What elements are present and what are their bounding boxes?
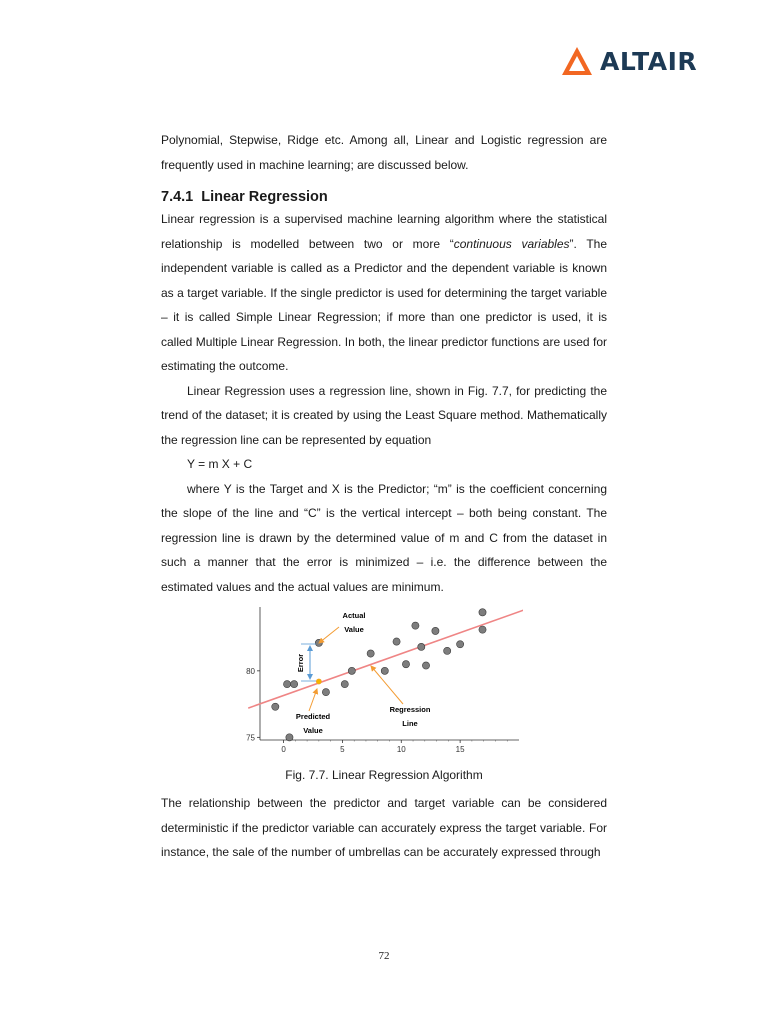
chart-ticks: [246, 667, 507, 754]
predicted-value-point: [316, 679, 321, 684]
data-point: [381, 667, 388, 674]
altair-mark-icon: [560, 44, 594, 78]
predicted-label-1: Predicted: [295, 712, 331, 721]
regression-label-2: Line: [402, 719, 418, 728]
p1-italic: continuous variables: [453, 236, 570, 251]
data-point: [341, 681, 348, 688]
section-title: Linear Regression: [201, 189, 328, 205]
equation: Y = m X + C: [187, 457, 253, 471]
data-point: [367, 650, 374, 657]
data-point: [422, 662, 429, 669]
figure-caption: Fig. 7.7. Linear Regression Algorithm: [285, 768, 483, 782]
altair-logo: [560, 44, 697, 78]
x-tick-label: 5: [340, 745, 345, 754]
data-point: [291, 681, 298, 688]
y-tick-label: 75: [246, 733, 255, 743]
paragraph-regression-line: Linear Regression uses a regression line, shown in Fig. 7.7, for predicting the trend of the dataset; it is created by using the Least Square method. Mathematically the regression line can be represented by equation: [161, 383, 607, 447]
p1-after: ”. The independent variable is called as a Predictor and the dependent variable is known as a target variable. If the single predictor is used for determining the target variable – it is called Simple Linear Regression; if more than one predictor is used, it is called Multiple Linear Regression. In both, the linear predictor functions are used for estimating the outcome.: [161, 236, 608, 373]
paragraph-definition: [161, 207, 607, 379]
predicted-label-2: Value: [303, 726, 323, 735]
page-number: 72: [378, 950, 390, 962]
data-point: [393, 638, 400, 645]
body-text-after: [161, 791, 607, 865]
chart-annotations: [296, 611, 431, 735]
data-point: [283, 681, 290, 688]
regression-line: [248, 610, 523, 708]
data-point: [272, 703, 279, 710]
data-point: [457, 641, 464, 648]
data-point: [322, 689, 329, 696]
data-point: [315, 639, 322, 646]
data-point: [402, 661, 409, 668]
data-point: [444, 647, 451, 654]
data-point: [348, 667, 355, 674]
data-point: [479, 609, 486, 616]
x-tick-label: 15: [455, 745, 465, 754]
data-point: [418, 643, 425, 650]
logo-text: ALTAIR: [600, 46, 698, 76]
error-label: Error: [296, 653, 305, 673]
predicted-arrow: [309, 689, 317, 711]
y-tick-label: 80: [246, 666, 255, 676]
data-point: [412, 622, 419, 629]
data-point: [432, 627, 439, 634]
regression-chart: [243, 603, 523, 760]
body-text: [161, 207, 607, 599]
x-tick-label: 0: [281, 745, 286, 754]
data-point: [479, 626, 486, 633]
x-tick-label: 10: [396, 745, 406, 754]
p1-before: Linear regression is a supervised machine learning algorithm where the statistical relationship is modelled between two or more “: [161, 212, 607, 251]
regression-label-1: Regression: [389, 705, 431, 714]
section-number: 7.4.1: [161, 189, 194, 205]
actual-label-2: Value: [344, 625, 364, 634]
paragraph-explanation: where Y is the Target and X is the Predictor; “m” is the coefficient concerning the slope of the line and “C” is the vertical intercept – both being constant. The regression line is drawn by the determined value of m and C from the dataset in such a manner that the error is minimized – i.e. the difference between the estimated values and the actual values are minimum.: [161, 481, 607, 594]
section-heading: [161, 189, 328, 205]
data-point: [286, 734, 293, 741]
actual-arrow: [319, 627, 339, 643]
actual-label-1: Actual: [342, 611, 366, 620]
paragraph-deterministic: The relationship between the predictor and target variable can be considered deterministic if the predictor variable can accurately express the target variable. For instance, the sale of the number of umbrellas can be accurately expressed through: [161, 796, 607, 859]
intro-paragraph: Polynomial, Stepwise, Ridge etc. Among all, Linear and Logistic regression are frequently used in machine learning; are discussed below.: [161, 133, 607, 172]
regression-line-layer: [248, 610, 523, 708]
intro-block: [161, 128, 607, 177]
